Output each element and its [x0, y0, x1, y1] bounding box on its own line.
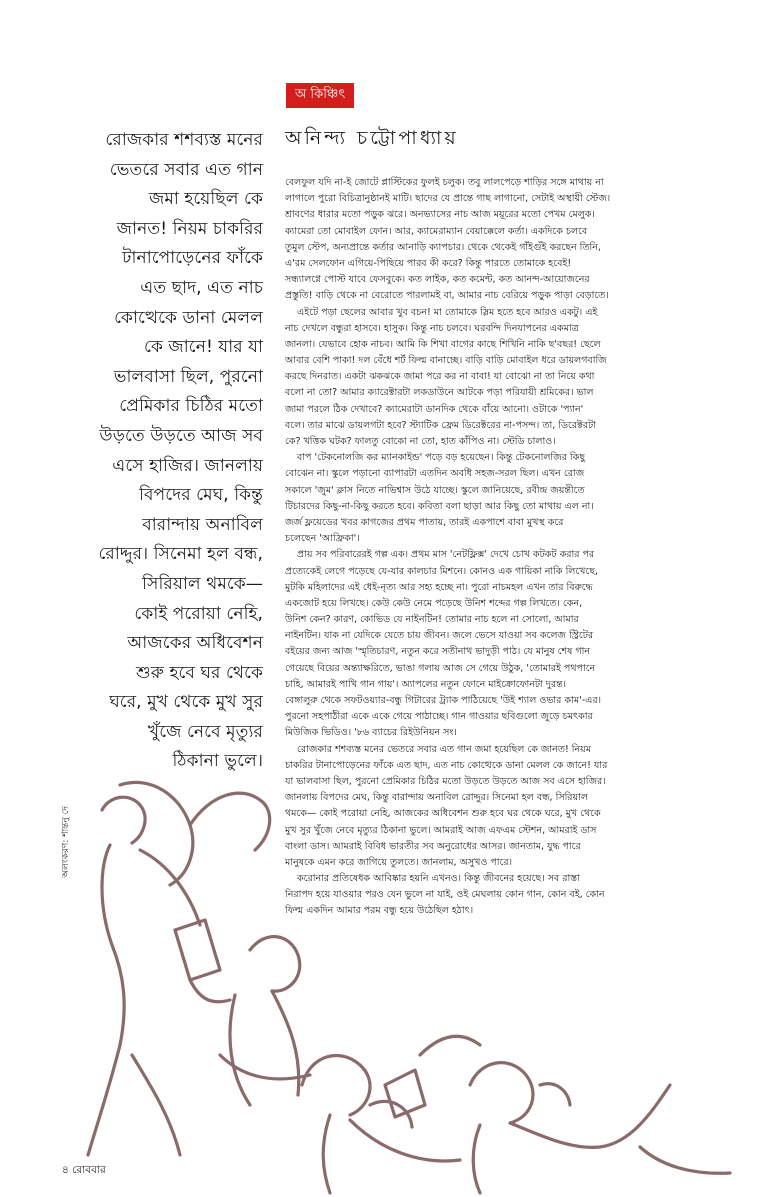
- body-line: চাকরির টানাপোড়েনের ফাঁকে এত ছাদ, এত নাচ কোত্থেকে ডানা মেলল কে জানে! যার: [285, 759, 608, 771]
- body-line: পুরনো সহপাঠীরা একে একে গেয়ে পাঠাচ্ছে। গান গাওয়ার ছবিগুলো জুড়ে চমৎকার: [285, 711, 593, 723]
- body-line: মুখ সুর খুঁজে নেবে মৃত্যুর ঠিকানা ভুলে। আমরাই আজ এফএম স্টেশন, আমরাই ডাস: [285, 824, 597, 836]
- body-line: নাইনটিন। যাক না যেদিকে যেতে চায় জীবন। জলে ভেসে যাওয়া সব কলেজ স্ট্রিটের: [285, 630, 594, 642]
- pull-quote-line: রোদ্দুর। সিনেমা হল বন্ধ,: [98, 544, 263, 565]
- pull-quote-line: ঠিকানা ভুলে।: [172, 751, 263, 772]
- body-line: থমকে— কোই পরোয়া নেহি, আজকের অধিবেশন শুরু হবে ঘর থেকে ঘরে, মুখ থেকে: [285, 808, 601, 820]
- pull-quote-line: ভেতরে সবার এত গান: [109, 159, 263, 180]
- body-line: নাচ দেখলে বন্ধুরা হাসবে। হাসুক। কিন্তু নাচ চলবে। ঘরবন্দি দিনযাপনের একমাত্র: [285, 322, 579, 334]
- body-line: বোঝেন না। স্কুলে পড়ানো ব্যাপারটা এতদিন অবধি সহজ-সরল ছিল। এখন রোজ: [285, 468, 585, 480]
- body-paragraph: [285, 450, 749, 547]
- pull-quote-line: এত ছাদ, এত নাচ: [140, 277, 263, 298]
- body-line: ক্যামেরা তো মোবাইল ফোন। আর, ক্যামেরাম্যান বেয়াক্কেলে কর্তা। একদিকে চলবে: [285, 225, 588, 237]
- body-line: উনিশ কেন? কারণ, কোভিড যে নাইনটিন! তোমার নাচ হলে না সোলো, আমার: [285, 614, 579, 626]
- body-line: লাগালে পুরো বিচিত্রানুষ্ঠানই মাটি। ছাদের যে প্রান্তে গাছ লাগানো, সেটাই অস্থায়ী স্টেজ।: [285, 193, 611, 205]
- body-line: তুমুল স্টেপ, অন্যপ্রান্তে কর্তার আনাড়ি ক্যাপচার। থেকে থেকেই গাঁইগুঁই করছেন তিনি,: [285, 241, 601, 253]
- pull-quote-line: বারান্দায় অনাবিল: [142, 514, 263, 535]
- pull-quote-line: বিপদের মেঘ, কিন্তু: [139, 485, 263, 506]
- pull-quote-line: ভালবাসা ছিল, পুরনো: [113, 366, 263, 387]
- pull-quote-line: টানাপোড়েনের ফাঁকে: [122, 248, 263, 269]
- body-line: রোজকার শশব্যস্ত মনের ভেতরে সবার এত গান জমা হয়েছিল কে জানত! নিয়ম: [297, 743, 592, 755]
- body-line: শ্রাবণের ধারার মতো পড়ুক ঝরে। অনভ্যাসের নাচ আজ ময়ূরের মতো পেখম মেলুক।: [285, 209, 595, 221]
- body-line: প্রস্তুতি! বাড়ি থেকে না বেরোতে পারলামই বা, আমার নাচ বেরিয়ে পড়ুক পাড়া বেড়াতে।: [285, 290, 609, 302]
- pull-quote-line: রোজকার শশব্যস্ত মনের: [105, 130, 263, 150]
- body-line: একজোট হয়ে লিখছে। কেউ কেউ নেমে পড়েছে উনিশ শব্দের গল্প লিখতে। কেন,: [285, 597, 583, 609]
- pull-quote-line: কোত্থেকে ডানা মেলল: [114, 307, 263, 328]
- body-line: বাংলা ডাস। আমরাই বিবিধ ভারতীর সব অনুরোধের আসর। জানতাম, যুদ্ধ পারে: [285, 840, 581, 852]
- body-line: মিউজিক ভিডিও। '৮৬ ব্যাচের রিইউনিয়ন সং।: [285, 727, 457, 739]
- body-line: সন্ধ্যালগ্নে পোস্ট যাবে ফেসবুকে। কত লাইক, কত কমেন্ট, কত আনন্দ-আয়োজনের: [285, 274, 590, 286]
- body-line: করোনার প্রতিষেধক আবিষ্কার হয়নি এখনও। কিন্তু জীবনের হয়েছে। সব রাস্তা: [297, 873, 580, 885]
- pull-quote-line: প্রেমিকার চিঠির মতো: [119, 396, 263, 417]
- body-line: জর্জ ফ্লয়েডের খবর কাগজের প্রথম পাতায়, তারই একপাশে বাবা মুখস্থ করে: [285, 516, 564, 528]
- pull-quote-line: সিরিয়াল থমকে—: [142, 573, 263, 594]
- body-line: টিচারদের কিছু-না-কিছু করতে হবে। কবিতা বলা ছাড়া আর কিছু তো মাথায় এল না।: [285, 500, 594, 512]
- pull-quote-line: জানত! নিয়ম চাকরির: [116, 218, 263, 239]
- section-tag: অ কিঞ্চিৎ: [286, 83, 354, 108]
- pull-quote-line: উড়তে উড়তে আজ সব: [99, 425, 263, 446]
- body-line: কে? খত্তিক ঘটক? ফালতু বোকো না তো, হাত কাঁপিও না। স্টেডি চালাও।: [285, 436, 556, 447]
- pull-quote: [60, 126, 263, 777]
- body-line: এ'রম সেলফোন এগিয়ে-পিছিয়ে পারব কী করে? কিন্তু পারতে তোমাকে হবেই!: [285, 257, 572, 269]
- body-line: যা ভালবাসা ছিল, পুরনো প্রেমিকার চিঠির মতো উড়তে উড়তে আজ সব এসে হাজির।: [285, 775, 606, 787]
- body-line: বেঙ্গালুরু থেকে সফটওয়্যার-বন্ধু গিটারের ট্র্যাক পাঠিয়েছে 'উই শ্যাল ওভার কাম'-এর।: [285, 695, 601, 706]
- body-line: নিরাপদ হয়ে যাওয়ার পরও যেন ভুলে না যাই, ওই মেঘলায় কোন গান, কোন বই, কোন: [285, 889, 605, 901]
- pull-quote-line: কে জানে! যার যা: [143, 337, 263, 358]
- body-line: মুটকি মহিলাদের এই ধেই-নৃত্য আর সহ্য হচ্ছে না। পুরো নাচমহল এখন তার বিরুদ্ধে: [285, 581, 593, 593]
- body-line: মানুষকে এমন করে জাগিয়ে তুলতে। জানলাম, অসুখও পারে।: [285, 856, 512, 868]
- body-line: প্রত্যেকেই লেগে পড়েছে যে-যার কালচার মিশনে। কোনও এক গায়িকা নাকি লিখেছে,: [285, 565, 599, 577]
- body-line: জামা পরলে ঠিক দেখাবে? ক্যামেরাটা ডানদিক থেকে বাঁয়ে আনো। ওটাকে 'প্যান': [285, 403, 584, 415]
- body-line: জানলা। যেভাবে হোক নাচব। আমি কি শিখা বাগের কাছে শিখিনি নাকি ছ'বছর! ছেলে: [285, 338, 601, 350]
- body-paragraph: [285, 305, 749, 451]
- body-line: বাপ 'টেকনোলজি কর ম্যানকাইন্ড' পড়ে বড় হয়েছেন। কিন্তু টেকনোলজির কিছু: [297, 452, 585, 464]
- body-line: গেয়েছে বিয়ের অন্ত্যাক্ষরিতে, ভাঙা গলায় আজ সে গেয়ে উঠুক, 'তোমারই পথপানে: [285, 662, 596, 674]
- body-line: সকালে 'জুম' ক্লাস নিতে নাভিশ্বাস উঠে যাচ্ছে। স্কুলে জানিয়েছে, রবীন্দ্র জয়ন্তীতে: [285, 484, 585, 496]
- pull-quote-line: এসে হাজির। জানলায়: [112, 455, 263, 476]
- page-footer: ৪ রোববার: [62, 1164, 106, 1176]
- author-byline: অনিন্দ্য চট্টোপাধ্যায়: [285, 127, 459, 149]
- pull-quote-line: খুঁজে নেবে মৃত্যুর: [147, 721, 263, 742]
- body-line: ফিল্ম একদিন আমার পরম বন্ধু হয়ে উঠেছিল হঠাৎ।: [285, 905, 474, 917]
- body-line: বইয়ের জন্য আজ 'স্মৃতিচারণ, নতুন করে সতীনাথ ভাদুড়ী পাঠ। যে মানুষ শেষ গান: [285, 646, 591, 658]
- body-line: বেলফুল যদি না-ই জোটে প্লাস্টিকের ফুলই চলুক। তবু লালপেড়ে শাড়ির সঙ্গে মাথায় না: [285, 177, 604, 188]
- illustration-credit: অলংকরণ: শান্তনু দে: [61, 806, 71, 878]
- pull-quote-line: আজকের অধিবেশন: [127, 633, 263, 654]
- body-paragraph: [285, 175, 749, 305]
- body-line: এইটে পড়া ছেলের আবার খুব বচন! মা তোমাকে স্লিম হতে হবে আরও একটু। এই: [297, 306, 598, 318]
- body-line: জানলায় বিপদের মেঘ, কিন্তু বারান্দায় অনাবিল রোদ্দুর। সিনেমা হল বন্ধ, সিরিয়াল: [285, 792, 588, 804]
- pull-quote-line: ঘরে, মুখ থেকে মুখ সুর: [109, 692, 263, 713]
- body-line: চলেছেন 'আফ্রিকা'।: [285, 533, 360, 545]
- body-line: চাহি, আমারই পাখি গান গায়'। অ্যাপলের নতুন ফোনে মাইক্রোফোনটা দুরন্ত।: [285, 678, 567, 690]
- body-paragraph: [285, 547, 749, 741]
- body-line: বলে। তার মাঝে ডায়লগটা হবে? স্ট্যাটিক ফ্রেম ডিরেক্টরের না-পসন্দ। তা, ডিরেক্টরটা: [285, 419, 596, 431]
- pull-quote-line: শুরু হবে ঘর থেকে: [136, 662, 263, 683]
- body-line: করছে দিনরাত। একটা ঝকঝকে জামা পরে কর না বাবা! যা বোঝো না তা নিয়ে কথা: [285, 371, 595, 383]
- body-line: আবার বেশি পাকা! দল বেঁধে শর্ট ফিল্ম বানাচ্ছে। বাড়ি বাড়ি মোবাইল ধরে ডায়লগবাজি: [285, 355, 607, 367]
- pull-quote-line: জমা হয়েছিল কে: [148, 189, 263, 210]
- body-line: বলো না তো? আমার ক্যারেক্টারটা লকডাউনে আটকে পড়া পরিযায়ী শ্রমিকের। ভাল: [285, 387, 594, 399]
- line-art-illustration: [40, 755, 760, 1195]
- pull-quote-line: কোই পরোয়া নেহি,: [134, 603, 263, 624]
- body-line: প্রায় সব পরিবারেরই গল্প এক। প্রথম মাস 'নেটফ্লিক্স' দেখে চোখ কটকট করার পর: [297, 549, 595, 561]
